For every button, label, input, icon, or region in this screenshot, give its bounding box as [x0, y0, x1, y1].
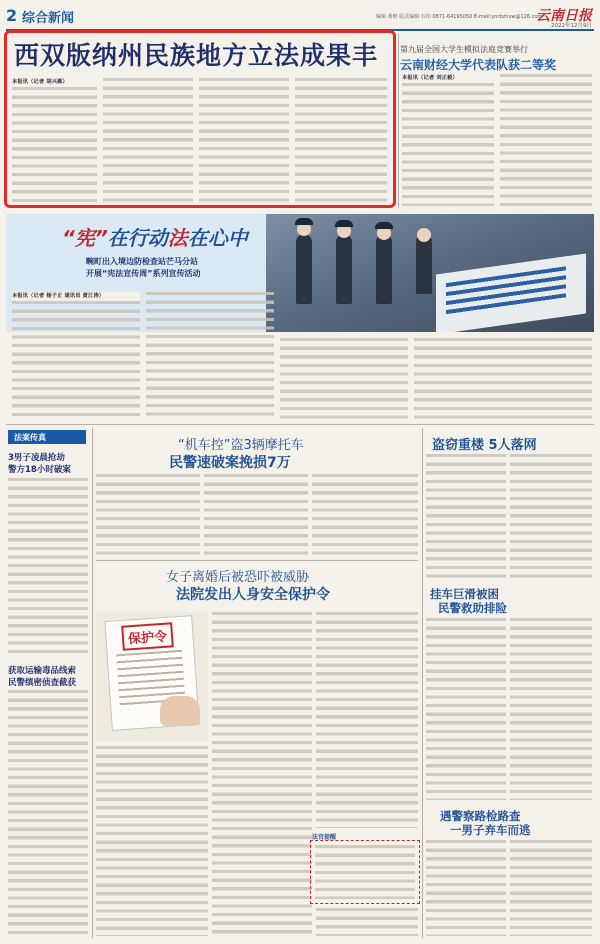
right-story-headline[interactable]: 云南财经大学代表队获二等奖: [400, 58, 557, 72]
rail-story1-headline[interactable]: 3男子凌晨抢劫: [8, 453, 65, 463]
banner-subtitle-2: 开展“宪法宣传周”系列宣传活动: [86, 269, 201, 278]
banner-photo: [266, 214, 594, 332]
section-divider: [96, 560, 418, 561]
top-story-column-2: [103, 78, 193, 202]
hand-icon: [160, 696, 200, 726]
protection-order-label: 保护令: [121, 622, 174, 650]
page-number: 2: [6, 6, 18, 25]
middle-story2-subhead[interactable]: 法院发出人身安全保护令: [176, 587, 330, 603]
banner-story-column-4: [414, 338, 592, 420]
middle-story2-column-2: [212, 612, 312, 936]
law-tip-label: 法官提醒: [312, 834, 337, 841]
section-name: 综合新闻: [22, 11, 75, 26]
right-story1-column-1: [426, 454, 506, 580]
top-story-column-3: [199, 78, 289, 202]
middle-story2-column-3: [316, 612, 418, 828]
right-story2-column-1: [426, 618, 506, 800]
banner-story-column-2: [146, 292, 274, 420]
right-story2-column-2: [510, 618, 592, 800]
top-story-column-1: [12, 78, 97, 202]
middle-story1-subhead[interactable]: 民警速破案挽损7万: [169, 455, 291, 471]
right-story-kicker: 第九届全国大学生模拟法庭竞赛举行: [400, 45, 528, 54]
page-header: [6, 6, 594, 28]
section-divider: [6, 424, 594, 425]
middle-story2-headline[interactable]: 女子离婚后被恐吓被威胁: [166, 570, 310, 585]
right-story1-column-2: [510, 454, 592, 580]
banner-title[interactable]: “宪”在行动法在心中: [62, 226, 248, 250]
top-story-headline[interactable]: 西双版纳州民族地方立法成果丰: [14, 41, 379, 70]
rail-story2-headline[interactable]: 获取运输毒品线索: [8, 666, 77, 676]
banner-byline: 本报讯（记者 杨子正 通讯员 黄江涛）: [12, 292, 140, 301]
banner-story-column-1: [12, 292, 140, 420]
rail-tag: 法案传真: [8, 430, 86, 444]
rail-story2-text: [8, 690, 88, 936]
banner-subtitle-1: 畹町出入境边防检查站芒马分站: [86, 257, 198, 266]
middle-story1-column-1: [96, 474, 200, 558]
top-story-byline: 本报讯（记者 胡兴雁）: [12, 78, 97, 87]
issue-date: 2022年12月9日: [551, 23, 592, 29]
right-story3-column-2: [510, 840, 592, 936]
middle-story2-column-4: [316, 908, 418, 936]
rail-story1-subhead[interactable]: 警方18小时破案: [8, 465, 71, 475]
banner-sign: [436, 253, 586, 332]
top-story-column-4: [295, 78, 387, 202]
rail-story1-text: [8, 478, 88, 658]
column-divider: [422, 428, 423, 938]
banner-story-column-3: [280, 338, 408, 420]
law-tip-box: [310, 840, 420, 904]
right-story-byline: 本报讯（记者 刘正毅）: [402, 74, 494, 83]
middle-story1-headline[interactable]: “机车控”盗3辆摩托车: [178, 438, 304, 453]
middle-story2-column-1: [96, 746, 208, 936]
right-story-column-2: [500, 74, 592, 206]
column-divider: [398, 34, 399, 208]
right-story3-headline[interactable]: 遇警察路检路查: [440, 809, 521, 823]
right-story2-subhead[interactable]: 民警救助排险: [438, 601, 507, 615]
masthead: 云南日报: [536, 8, 592, 24]
right-story2-headline[interactable]: 挂车巨滑被困: [430, 587, 499, 601]
protection-order-illustration: [96, 612, 208, 742]
editor-info: 编辑 黄维 版式编辑 石玮 0871-64195050 E-mail:ynrbzhxw@126.com: [376, 14, 543, 20]
right-story-column-1: [402, 74, 494, 206]
middle-story1-column-3: [312, 474, 418, 558]
right-story3-subhead[interactable]: 一男子弃车而逃: [450, 823, 531, 837]
middle-story1-column-2: [204, 474, 308, 558]
rail-story2-subhead[interactable]: 民警缜密侦查截获: [8, 678, 77, 688]
column-divider: [92, 428, 93, 938]
right-story3-column-1: [426, 840, 506, 936]
right-story1-headline[interactable]: 盗窃重楼 5人落网: [432, 438, 537, 453]
